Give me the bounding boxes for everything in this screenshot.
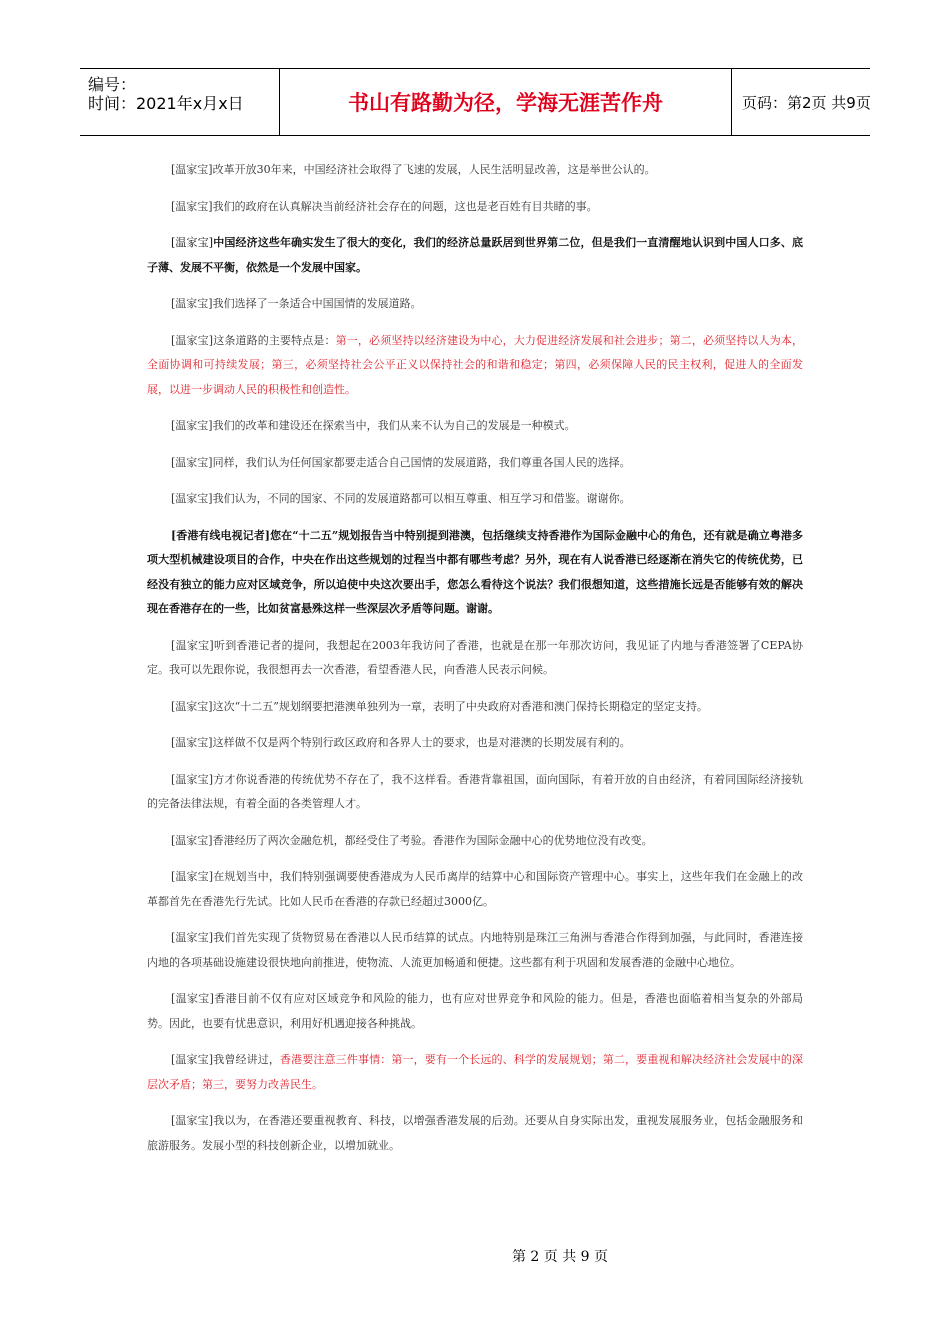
document-body xyxy=(147,158,803,1170)
paragraph xyxy=(147,329,803,403)
paragraph-text: 同样，我们认为任何国家都要走适合自己国情的发展道路，我们尊重各国人民的选择。 xyxy=(212,455,631,469)
paragraph xyxy=(147,487,803,512)
paragraph-text: 这次“十二五”规划纲要把港澳单独列为一章，表明了中央政府对香港和澳门保持长期稳定的坚定支持。 xyxy=(212,699,708,713)
speaker-tag: [温家宝] xyxy=(171,736,213,749)
paragraph xyxy=(147,292,803,317)
paragraph-text: 我们的改革和建设还在探索当中，我们从来不认为自己的发展是一种模式。 xyxy=(212,419,576,432)
paragraph-text: 我们选择了一条适合中国国情的发展道路。 xyxy=(212,297,422,310)
speaker-tag: [温家宝] xyxy=(171,1053,214,1066)
highlighted-text: 第一，必须坚持以经济建设为中心，大力促进经济发展和社会进步；第二，必须坚持以人为本，全面协调和可持续发展；第三，必须坚持社会公平正义以保持社会的和谐和稳定；第四，必须保障人民的民主权利，促进人的全面发展，以进一步调动人民的积极性和创造性。 xyxy=(147,333,803,396)
code-label: 编号： xyxy=(88,75,137,94)
paragraph xyxy=(147,524,803,622)
paragraph xyxy=(147,926,803,975)
paragraph-text: 这条道路的主要特点是： xyxy=(213,333,336,347)
paragraph-text: 改革开放30年来，中国经济社会取得了飞速的发展，人民生活明显改善，这是举世公认的。 xyxy=(212,163,656,176)
speaker-tag: [温家宝] xyxy=(171,638,214,652)
paragraph-text: 我以为，在香港还要重视教育、科技，以增强香港发展的后劲。还要从自身实际出发，重视发展服务业，包括金融服务和旅游服务。发展小型的科技创新企业，以增加就业。 xyxy=(147,1114,803,1152)
paragraph xyxy=(147,768,803,817)
paragraph-text: 听到香港记者的提问，我想起在2003年我访问了香港，也就是在那一年那次访问，我见证了内地与香港签署了CEPA协定。我可以先跟你说，我很想再去一次香港，看望香港人民，向香港人民表示问候。 xyxy=(147,638,803,676)
paragraph-text: 香港目前不仅有应对区域竞争和风险的能力，也有应对世界竞争和风险的能力。但是，香港也面临着相当复杂的外部局势。因此，也要有忧患意识，利用好机遇迎接各种挑战。 xyxy=(147,992,803,1030)
paragraph-text: 在规划当中，我们特别强调要使香港成为人民币离岸的结算中心和国际资产管理中心。事实上，这些年我们在金融上的改革都首先在香港先行先试。比如人民币在香港的存款已经超过3000亿。 xyxy=(147,870,803,908)
paragraph xyxy=(147,158,803,183)
paragraph-text: 我们认为，不同的国家、不同的发展道路都可以相互尊重、相互学习和借鉴。谢谢你。 xyxy=(212,492,631,505)
paragraph xyxy=(147,1109,803,1158)
speaker-tag: [温家宝] xyxy=(171,772,214,786)
paragraph-text: 中国经济这些年确实发生了很大的变化，我们的经济总量跃居到世界第二位，但是我们一直清醒地认识到中国人口多、底子薄、发展不平衡，依然是一个发展中国家。 xyxy=(147,236,803,274)
speaker-tag: [温家宝] xyxy=(171,699,213,713)
paragraph xyxy=(147,451,803,476)
speaker-tag: [温家宝] xyxy=(171,163,213,176)
paragraph xyxy=(147,865,803,914)
speaker-tag: [温家宝] xyxy=(171,833,213,847)
paragraph xyxy=(147,829,803,854)
speaker-tag: [香港有线电视记者] xyxy=(171,528,271,542)
speaker-tag: [温家宝] xyxy=(171,931,214,944)
speaker-tag: [温家宝] xyxy=(171,492,213,505)
paragraph xyxy=(147,731,803,756)
motto: 书山有路勤为径，学海无涯苦作舟 xyxy=(280,69,732,135)
speaker-tag: [温家宝] xyxy=(171,992,214,1005)
speaker-tag: [温家宝] xyxy=(171,297,213,310)
paragraph-text: 您在“十二五”规划报告当中特别提到港澳，包括继续支持香港作为国际金融中心的角色，还有就是确立粤港多项大型机械建设项目的合作，中央在作出这些规划的过程当中都有哪些考虑？另外，现在有人说香港已经逐渐在消失它的传统优势，已经没有独立的能力应对区域竞争，所以迫使中央这次要出手，您怎么看待这个说法？我们很想知道，这些措施长远是否能够有效的解决现在香港存在的一些，比如贫富悬殊这样一些深层次矛盾等问题。谢谢。 xyxy=(147,528,803,615)
paragraph-text: 方才你说香港的传统优势不存在了，我不这样看。香港背靠祖国，面向国际，有着开放的自由经济，有着同国际经济接轨的完备法律法规，有着全面的各类管理人才。 xyxy=(147,772,803,810)
paragraph-text: 我们首先实现了货物贸易在香港以人民币结算的试点。内地特别是珠江三角洲与香港合作得到加强，与此同时，香港连接内地的各项基础设施建设很快地向前推进，使物流、人流更加畅通和便捷。这些都有利于巩固和发展香港的金融中心地位。 xyxy=(147,931,803,969)
page-indicator: 页码：第2页 共9页 xyxy=(742,93,871,112)
highlighted-text: 香港要注意三件事情：第一，要有一个长远的、科学的发展规划；第二，要重视和解决经济社会发展中的深层次矛盾；第三，要努力改善民生。 xyxy=(147,1053,804,1091)
date-label: 时间：2021年x月x日 xyxy=(88,94,244,113)
paragraph-text: 这样做不仅是两个特别行政区政府和各界人士的要求，也是对港澳的长期发展有利的。 xyxy=(212,736,631,749)
paragraph xyxy=(147,634,803,683)
paragraph-text: 香港经历了两次金融危机，都经受住了考验。香港作为国际金融中心的优势地位没有改变。 xyxy=(212,833,653,847)
speaker-tag: [温家宝] xyxy=(171,333,214,347)
paragraph xyxy=(147,1048,803,1097)
speaker-tag: [温家宝] xyxy=(171,1114,214,1127)
paragraph xyxy=(147,195,803,220)
paragraph xyxy=(147,231,803,280)
paragraph xyxy=(147,987,803,1036)
page-footer: 第 2 页 共 9 页 xyxy=(511,1249,609,1265)
paragraph-text: 我们的政府在认真解决当前经济社会存在的问题，这也是老百姓有目共睹的事。 xyxy=(212,199,598,213)
speaker-tag: [温家宝] xyxy=(171,455,213,469)
speaker-tag: [温家宝] xyxy=(171,199,213,213)
paragraph xyxy=(147,695,803,720)
paragraph xyxy=(147,414,803,439)
paragraph-text: 我曾经讲过， xyxy=(213,1053,281,1066)
header-meta xyxy=(80,69,280,135)
page-header xyxy=(80,68,870,136)
speaker-tag: [温家宝] xyxy=(171,419,213,432)
speaker-tag: [温家宝] xyxy=(171,870,214,883)
speaker-tag: [温家宝] xyxy=(171,236,214,249)
